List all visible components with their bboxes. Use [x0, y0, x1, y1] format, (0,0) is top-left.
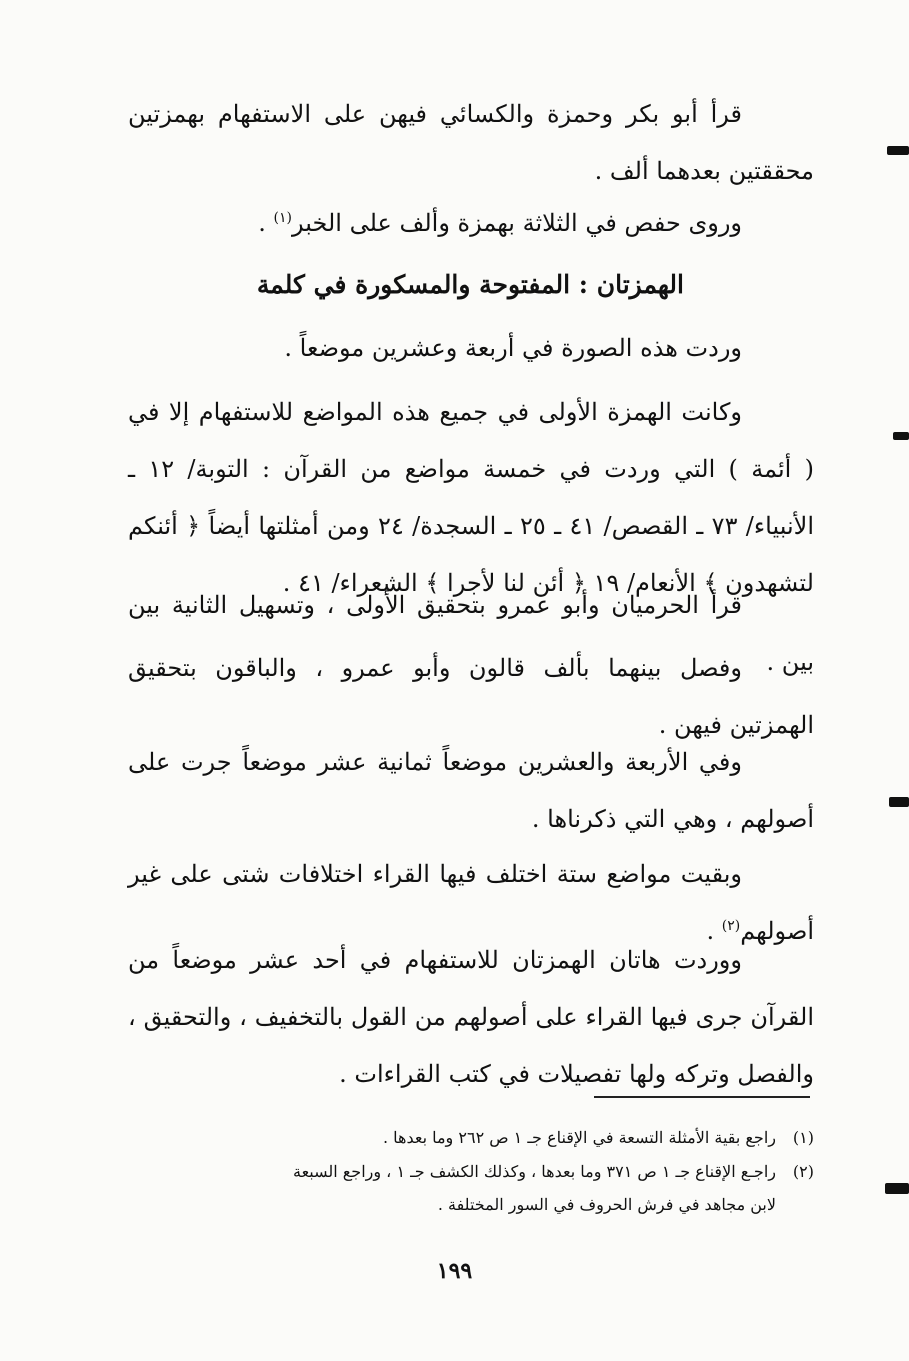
footnote-ref-2: (٢) [721, 918, 741, 934]
paragraph-9: ووردت هاتان الهمزتان للاستفهام في أحد عشر موضعاً من القرآن جرى فيها القراء على أصولهم من القول بالتخفيف ، والتحقيق ، والفصل وتركه ولها تفصيلات في كتب القراءات . [128, 946, 814, 1088]
page-number: ١٩٩ [436, 1258, 473, 1284]
paragraph-7: وفي الأربعة والعشرين موضعاً ثمانية عشر موضعاً جرت على أصولهم ، وهي التي ذكرناها . [128, 748, 814, 833]
paragraph-2 [128, 195, 814, 252]
scan-edge-mark [885, 1183, 909, 1194]
paragraph-3: وردت هذه الصورة في أربعة وعشرين موضعاً . [284, 334, 742, 362]
footnote-ref-1: (١) [273, 210, 293, 226]
footnote-2-continuation: لابن مجاهد في فرش الحروف في السور المختلفة . [437, 1195, 776, 1214]
paragraph-1: قرأ أبو بكر وحمزة والكسائي فيهن على الاستفهام بهمزتين محققتين بعدهما ألف . [128, 100, 814, 185]
paragraph-4: وكانت الهمزة الأولى في جميع هذه المواضع للاستفهام إلا في ( أئمة ) التي وردت في خمسة مواضع من القرآن : التوبة/ ١٢ ـ الأنبياء/ ٧٣ ـ القصص/ ٤١ ـ ٢٥ ـ السجدة/ ٢٤ ومن أمثلتها أيضاً ﴿ أئنكم لتشهدون ﴾ الأنعام/ ١٩ ﴿ أئن لنا لأجرا ﴾ الشعراء/ ٤١ . [128, 398, 814, 597]
footnote-2 [128, 1155, 814, 1221]
scan-edge-mark [889, 797, 909, 807]
footnote-2-text: راجـع الإقناع جـ ١ ص ٣٧١ وما بعدها ، وكذلك الكشف جـ ١ ، وراجع السبعة [292, 1162, 776, 1181]
footnote-1 [128, 1121, 814, 1154]
paragraph-6: وفصل بينهما بألف قالون وأبو عمرو ، والباقون بتحقيق الهمزتين فيهن . [128, 654, 814, 739]
paragraph-5: قرأ الحرميان وأبو عمرو بتحقيق الأولى ، وتسهيل الثانية بين بين . [128, 591, 814, 676]
paragraph-2-end: . [258, 209, 274, 237]
section-heading: الهمزتان : المفتوحة والمسكورة في كلمة [256, 270, 684, 299]
footnote-2-number: (٢) [792, 1162, 814, 1181]
paragraph-8-end: . [706, 917, 722, 945]
footnote-divider [594, 1096, 810, 1098]
scan-edge-mark [893, 432, 909, 440]
paragraph-2-text: وروى حفص في الثلاثة بهمزة وألف على الخبر [292, 209, 742, 237]
footnote-1-number: (١) [792, 1128, 814, 1147]
footnote-1-text: راجع بقية الأمثلة التسعة في الإقناع جـ ١ ص ٢٦٢ وما بعدها . [382, 1128, 776, 1147]
paragraph-8-text: وبقيت مواضع ستة اختلف فيها القراء اختلافات شتى على غير أصولهم [128, 860, 814, 945]
scan-edge-mark [887, 146, 909, 155]
